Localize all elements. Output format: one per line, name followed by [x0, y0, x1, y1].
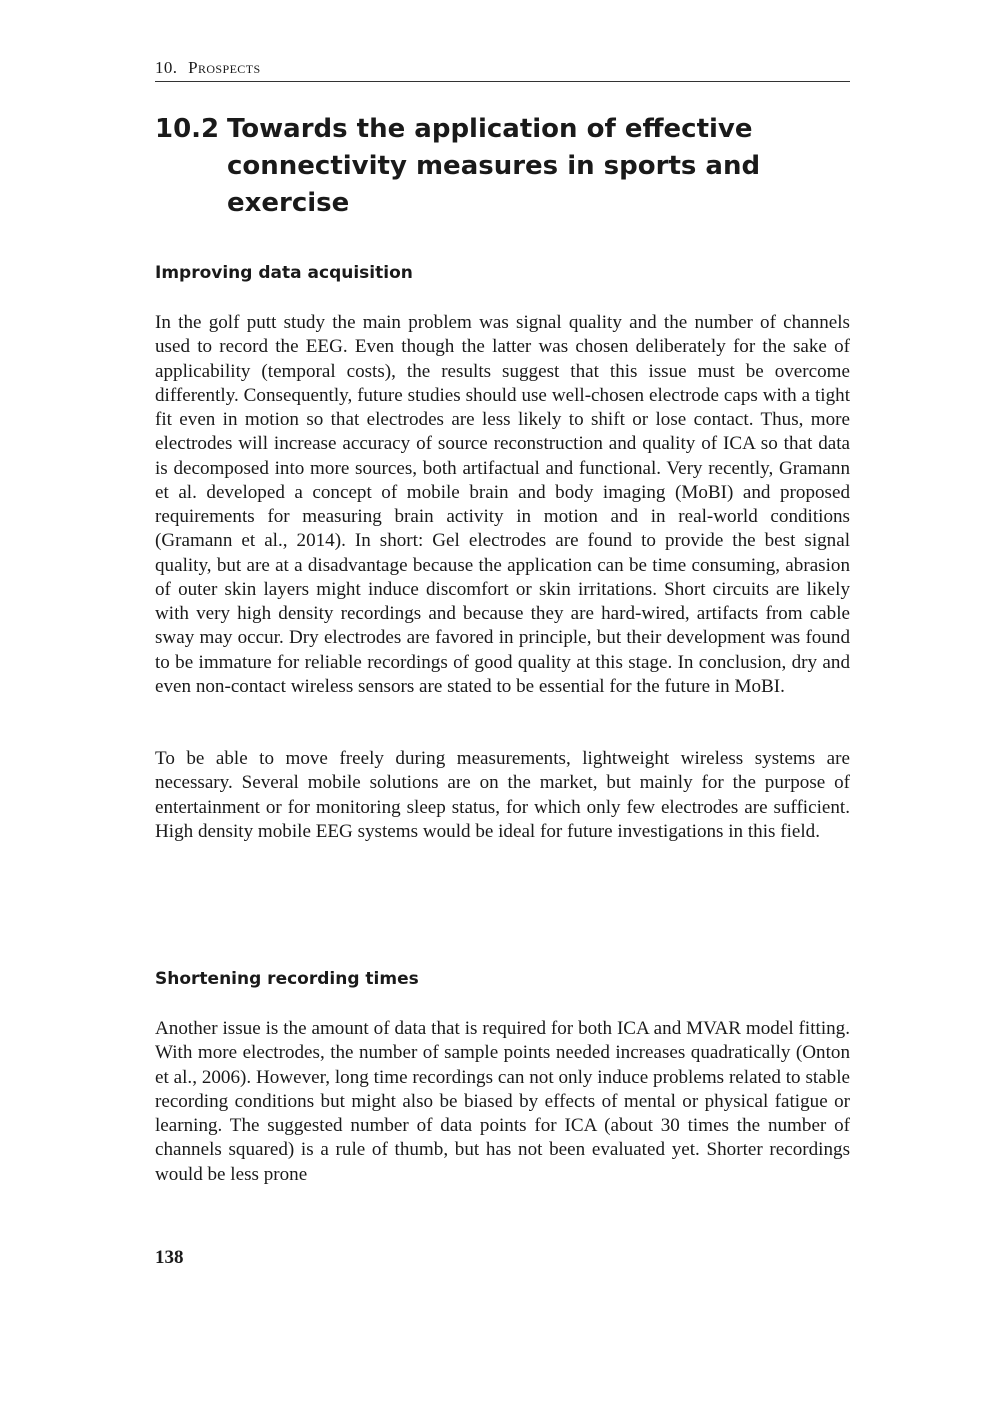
running-head-chapter-number: 10. — [155, 58, 178, 77]
section-title-text: Towards the application of effective connectivity measures in sports and exercise — [227, 114, 761, 218]
paragraph-data-acquisition-1: In the golf putt study the main problem was signal quality and the number of channels used to record the EEG. Even though the latter was chosen deliberately for the sake of applicability (temporal costs), the results suggest that this issue must be overcome differently. Consequently, future studies should use well-chosen electrode caps with a tight fit even in motion so that electrodes are less likely to shift or lose contact. Thus, more electrodes will increase accuracy of source reconstruction and quality of ICA so that data is decomposed into more sources, both artifactual and functional. Very recently, Gramann et al. developed a concept of mobile brain and body imaging (MoBI) and proposed requirements for measuring brain activity in motion and in real-world conditions (Gramann et al., 2014). In short: Gel electrodes are found to provide the best signal quality, but are at a disadvantage because the application can be time consuming, abrasion of outer skin layers might induce discomfort or skin irritations. Short circuits are likely with very high density recordings and because they are hard-wired, artifacts from cable sway may occur. Dry electrodes are favored in principle, but their development was found to be immature for reliable recordings of good quality at this stage. In conclusion, dry and even non-contact wireless sensors are stated to be essential for the future in MoBI. — [155, 312, 850, 697]
section-title — [155, 111, 855, 222]
paragraph-data-acquisition-2: To be able to move freely during measurements, lightweight wireless systems are necessary. Several mobile solutions are on the market, but mainly for the purpose of entertainment or for monitoring sleep status, for which only few electrodes are sufficient. High density mobile EEG systems would be ideal for future investigations in this field. — [155, 748, 850, 842]
subsection-heading-recording-times: Shortening recording times — [155, 969, 419, 989]
running-head — [155, 57, 850, 82]
section-number: 10.2 — [155, 114, 220, 144]
running-head-chapter-title: Prospects — [188, 58, 261, 77]
paragraph-recording-times-1: Another issue is the amount of data that is required for both ICA and MVAR model fitting. With more electrodes, the number of sample points needed increases quadratically (Onton et al., 2006). However, long time recordings can not only induce problems related to stable recording conditions but might also be biased by effects of mental or physical fatigue or learning. The suggested number of data points for ICA (about 30 times the number of channels squared) is a rule of thumb, but has not been evaluated yet. Shorter recordings would be less prone — [155, 1018, 850, 1185]
page-number: 138 — [155, 1247, 184, 1268]
subsection-heading-data-acquisition: Improving data acquisition — [155, 263, 413, 283]
